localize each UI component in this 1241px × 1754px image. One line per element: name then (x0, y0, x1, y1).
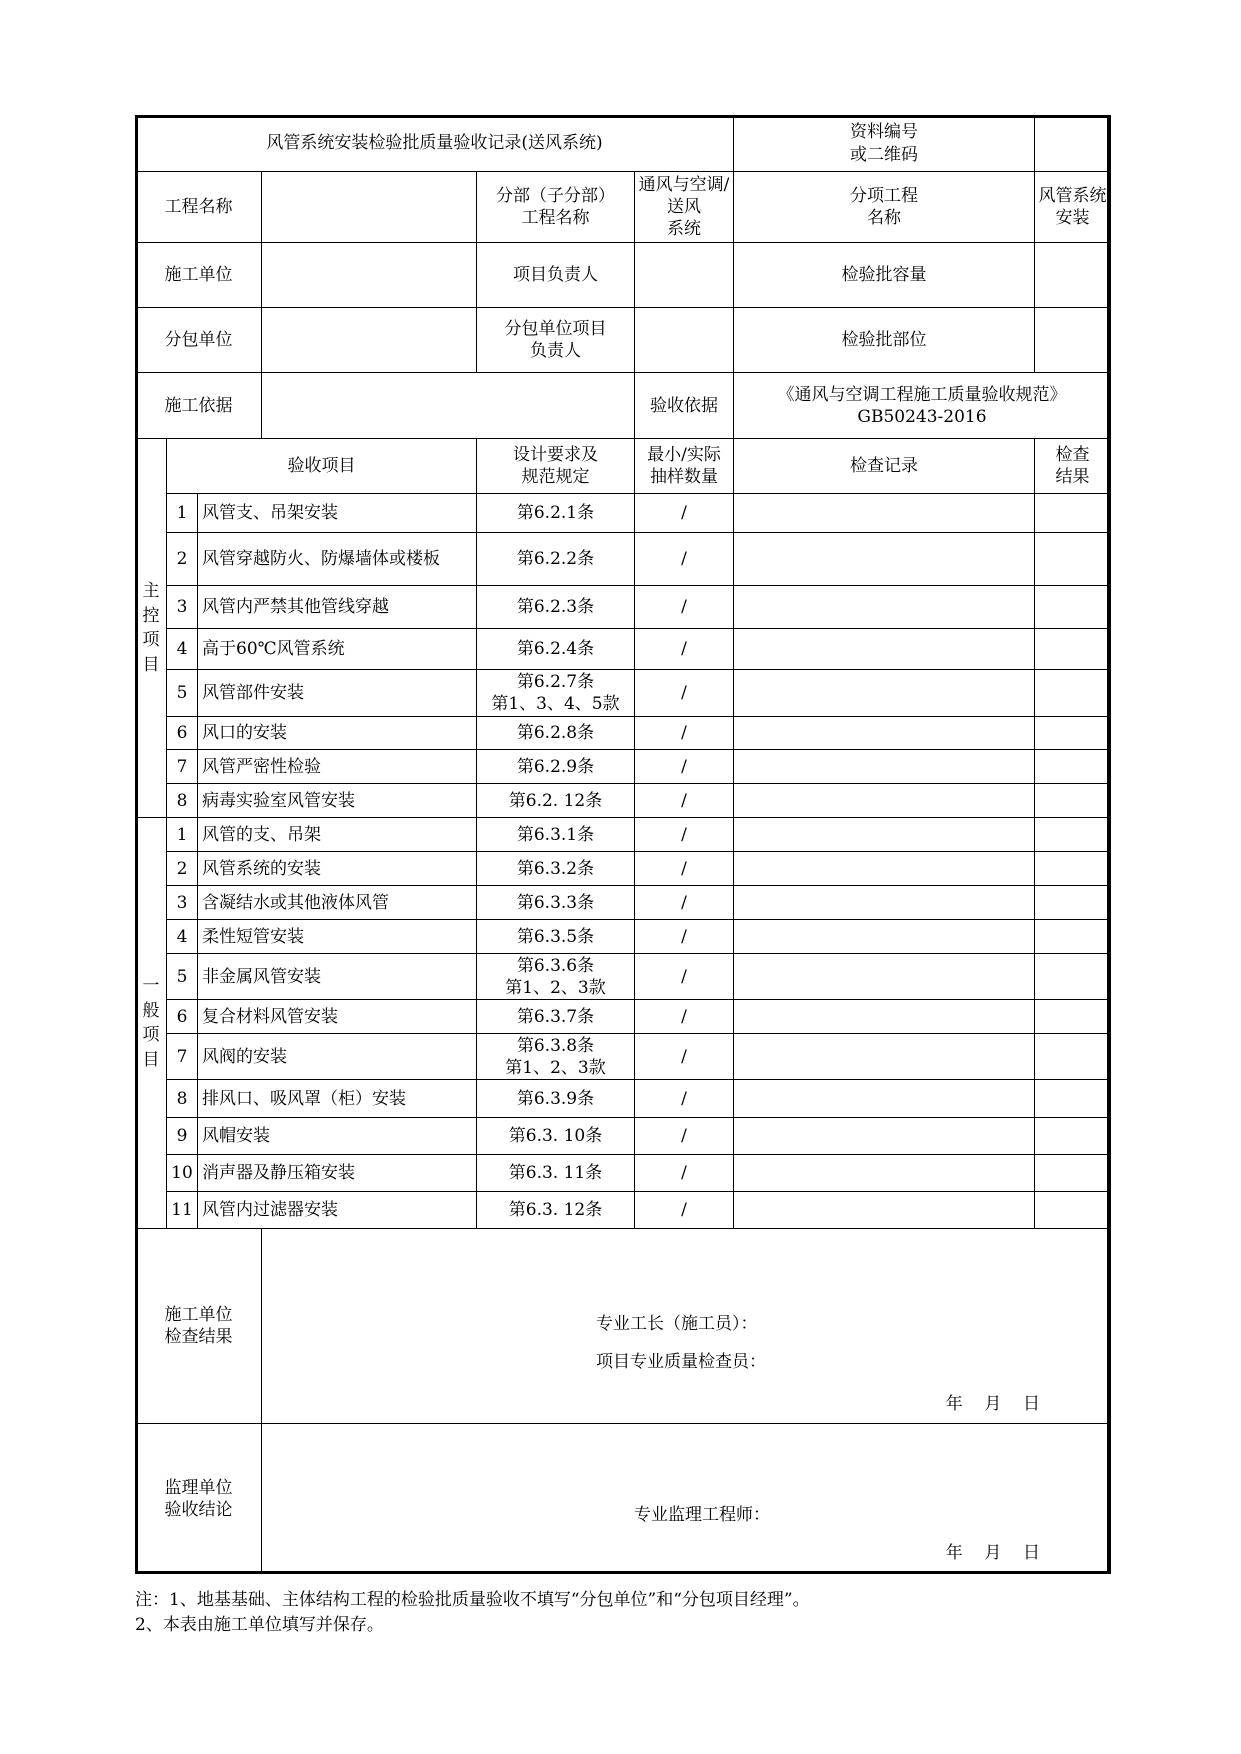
footnotes (135, 1588, 810, 1637)
row-sample[interactable]: / (635, 818, 734, 852)
project-manager-value[interactable] (635, 243, 734, 308)
row-sample[interactable]: / (635, 670, 734, 717)
row-sample[interactable]: / (635, 494, 734, 533)
row-result[interactable] (1035, 494, 1111, 533)
row-item: 病毒实验室风管安装 (198, 784, 477, 818)
row-sample[interactable]: / (635, 920, 734, 954)
row-record[interactable] (734, 784, 1035, 818)
general-label-text: 一般项目 (142, 976, 160, 1070)
row-clause: 第6.2.8条 (477, 717, 635, 750)
acceptance-basis-value: 《通风与空调工程施工质量验收规范》 GB50243-2016 (734, 373, 1111, 439)
contractor-check-area[interactable] (262, 1229, 1111, 1424)
batch-capacity-label: 检验批容量 (734, 243, 1035, 308)
row-result[interactable] (1035, 1155, 1111, 1192)
row-clause: 第6.3.6条 第1、2、3款 (477, 954, 635, 1000)
row-result[interactable] (1035, 852, 1111, 886)
row-sample[interactable]: / (635, 886, 734, 920)
row-record[interactable] (734, 886, 1035, 920)
form-title: 风管系统安装检验批质量验收记录(送风系统) (136, 116, 734, 172)
row-result[interactable] (1035, 750, 1111, 784)
sub-item-value[interactable]: 风管系统安装 (1035, 172, 1111, 243)
row-result[interactable] (1035, 784, 1111, 818)
row-sample[interactable]: / (635, 1192, 734, 1229)
row-number: 4 (167, 629, 198, 670)
row-sample[interactable]: / (635, 1034, 734, 1080)
row-result[interactable] (1035, 920, 1111, 954)
row-item: 消声器及静压箱安装 (198, 1155, 477, 1192)
row-number: 8 (167, 1080, 198, 1118)
project-name-value[interactable] (262, 172, 477, 243)
batch-location-label: 检验批部位 (734, 308, 1035, 373)
col-header-design: 设计要求及 规范规定 (477, 439, 635, 494)
row-result[interactable] (1035, 1192, 1111, 1229)
row-record[interactable] (734, 852, 1035, 886)
row-record[interactable] (734, 1155, 1035, 1192)
row-item: 风管支、吊架安装 (198, 494, 477, 533)
row-clause: 第6.2.1条 (477, 494, 635, 533)
row-item: 风管内严禁其他管线穿越 (198, 586, 477, 629)
row-result[interactable] (1035, 586, 1111, 629)
row-number: 1 (167, 494, 198, 533)
row-clause: 第6.2. 12条 (477, 784, 635, 818)
row-clause: 第6.3. 11条 (477, 1155, 635, 1192)
note-1: 注：1、地基基础、主体结构工程的检验批质量验收不填写“分包单位”和“分包项目经理”。 (135, 1590, 810, 1610)
row-number: 3 (167, 586, 198, 629)
col-header-sample: 最小/实际 抽样数量 (635, 439, 734, 494)
row-number: 2 (167, 852, 198, 886)
supervisor-engineer: 专业监理工程师： (634, 1505, 770, 1526)
sub-division-label: 分部（子分部） 工程名称 (477, 172, 635, 243)
col-header-record: 检查记录 (734, 439, 1035, 494)
contractor-inspector: 项目专业质量检查员： (596, 1352, 766, 1373)
row-clause: 第6.3. 12条 (477, 1192, 635, 1229)
row-result[interactable] (1035, 533, 1111, 586)
row-record[interactable] (734, 750, 1035, 784)
row-sample[interactable]: / (635, 533, 734, 586)
row-number: 1 (167, 818, 198, 852)
row-clause: 第6.3.9条 (477, 1080, 635, 1118)
row-number: 11 (167, 1192, 198, 1229)
row-item: 柔性短管安装 (198, 920, 477, 954)
main-control-label-text: 主控项目 (142, 581, 160, 675)
row-clause: 第6.2.4条 (477, 629, 635, 670)
row-record[interactable] (734, 629, 1035, 670)
row-item: 含凝结水或其他液体风管 (198, 886, 477, 920)
note-2: 2、本表由施工单位填写并保存。 (135, 1614, 384, 1635)
contractor-label: 施工单位 (136, 243, 262, 308)
row-clause: 第6.3.7条 (477, 1000, 635, 1034)
col-header-result: 检查 结果 (1035, 439, 1111, 494)
row-sample[interactable]: / (635, 586, 734, 629)
row-result[interactable] (1035, 1080, 1111, 1118)
row-item: 排风口、吸风罩（柜）安装 (198, 1080, 477, 1118)
row-sample[interactable]: / (635, 1080, 734, 1118)
subcontractor-value[interactable] (262, 308, 477, 373)
supervisor-check-date: 年 月 日 (945, 1543, 1040, 1564)
row-clause: 第6.2.9条 (477, 750, 635, 784)
row-item: 复合材料风管安装 (198, 1000, 477, 1034)
row-item: 高于60℃风管系统 (198, 629, 477, 670)
row-result[interactable] (1035, 670, 1111, 717)
row-clause: 第6.3. 10条 (477, 1118, 635, 1155)
row-result[interactable] (1035, 629, 1111, 670)
row-sample[interactable]: / (635, 1155, 734, 1192)
row-item: 风管部件安装 (198, 670, 477, 717)
row-number: 7 (167, 750, 198, 784)
row-clause: 第6.2.3条 (477, 586, 635, 629)
row-number: 5 (167, 670, 198, 717)
sub-manager-value[interactable] (635, 308, 734, 373)
row-item: 风帽安装 (198, 1118, 477, 1155)
row-record[interactable] (734, 954, 1035, 1000)
row-number: 10 (167, 1155, 198, 1192)
row-result[interactable] (1035, 818, 1111, 852)
row-record[interactable] (734, 1192, 1035, 1229)
batch-capacity-value[interactable] (1035, 243, 1111, 308)
supervisor-check-label: 监理单位 验收结论 (136, 1424, 262, 1574)
row-record[interactable] (734, 494, 1035, 533)
row-record[interactable] (734, 586, 1035, 629)
row-sample[interactable]: / (635, 750, 734, 784)
row-clause: 第6.3.8条 第1、2、3款 (477, 1034, 635, 1080)
row-item: 风管内过滤器安装 (198, 1192, 477, 1229)
row-item: 风阀的安装 (198, 1034, 477, 1080)
row-number: 5 (167, 954, 198, 1000)
row-result[interactable] (1035, 954, 1111, 1000)
row-result[interactable] (1035, 886, 1111, 920)
row-number: 6 (167, 717, 198, 750)
contractor-foreman: 专业工长（施工员）： (596, 1314, 758, 1335)
row-number: 3 (167, 886, 198, 920)
row-record[interactable] (734, 670, 1035, 717)
contractor-check-date: 年 月 日 (945, 1394, 1040, 1415)
row-record[interactable] (734, 818, 1035, 852)
row-result[interactable] (1035, 1118, 1111, 1155)
row-result[interactable] (1035, 717, 1111, 750)
supervisor-check-area[interactable] (262, 1424, 1111, 1574)
row-clause: 第6.3.1条 (477, 818, 635, 852)
row-item: 风管系统的安装 (198, 852, 477, 886)
row-number: 6 (167, 1000, 198, 1034)
subcontractor-label: 分包单位 (136, 308, 262, 373)
row-record[interactable] (734, 1000, 1035, 1034)
row-sample[interactable]: / (635, 954, 734, 1000)
row-sample[interactable]: / (635, 629, 734, 670)
row-clause: 第6.3.2条 (477, 852, 635, 886)
sub-manager-label: 分包单位项目 负责人 (477, 308, 635, 373)
contractor-check-label: 施工单位 检查结果 (136, 1229, 262, 1424)
row-sample[interactable]: / (635, 1000, 734, 1034)
row-record[interactable] (734, 533, 1035, 586)
acceptance-basis-label: 验收依据 (635, 373, 734, 439)
sub-division-value[interactable]: 通风与空调/送风 系统 (635, 172, 734, 243)
row-record[interactable] (734, 1034, 1035, 1080)
doc-no-value[interactable] (1035, 116, 1111, 172)
row-clause: 第6.3.5条 (477, 920, 635, 954)
project-name-label: 工程名称 (136, 172, 262, 243)
project-manager-label: 项目负责人 (477, 243, 635, 308)
row-number: 4 (167, 920, 198, 954)
sub-item-label: 分项工程 名称 (734, 172, 1035, 243)
contractor-value[interactable] (262, 243, 477, 308)
row-item: 非金属风管安装 (198, 954, 477, 1000)
row-record[interactable] (734, 717, 1035, 750)
row-clause: 第6.2.2条 (477, 533, 635, 586)
construction-basis-value[interactable] (262, 373, 635, 439)
row-item: 风管的支、吊架 (198, 818, 477, 852)
row-item: 风口的安装 (198, 717, 477, 750)
row-sample[interactable]: / (635, 852, 734, 886)
inspection-form (135, 115, 1110, 1574)
row-number: 2 (167, 533, 198, 586)
row-number: 9 (167, 1118, 198, 1155)
row-sample[interactable]: / (635, 717, 734, 750)
construction-basis-label: 施工依据 (136, 373, 262, 439)
batch-location-value[interactable] (1035, 308, 1111, 373)
general-label (136, 818, 167, 1229)
row-record[interactable] (734, 920, 1035, 954)
main-control-label (136, 439, 167, 818)
row-record[interactable] (734, 1080, 1035, 1118)
row-number: 7 (167, 1034, 198, 1080)
row-clause: 第6.3.3条 (477, 886, 635, 920)
doc-no-label: 资料编号 或二维码 (734, 116, 1035, 172)
row-record[interactable] (734, 1118, 1035, 1155)
form-table (135, 115, 1111, 1574)
col-header-item: 验收项目 (167, 439, 477, 494)
row-result[interactable] (1035, 1034, 1111, 1080)
row-item: 风管严密性检验 (198, 750, 477, 784)
row-result[interactable] (1035, 1000, 1111, 1034)
row-sample[interactable]: / (635, 784, 734, 818)
row-clause: 第6.2.7条 第1、3、4、5款 (477, 670, 635, 717)
row-number: 8 (167, 784, 198, 818)
row-sample[interactable]: / (635, 1118, 734, 1155)
row-item: 风管穿越防火、防爆墙体或楼板 (198, 533, 477, 586)
